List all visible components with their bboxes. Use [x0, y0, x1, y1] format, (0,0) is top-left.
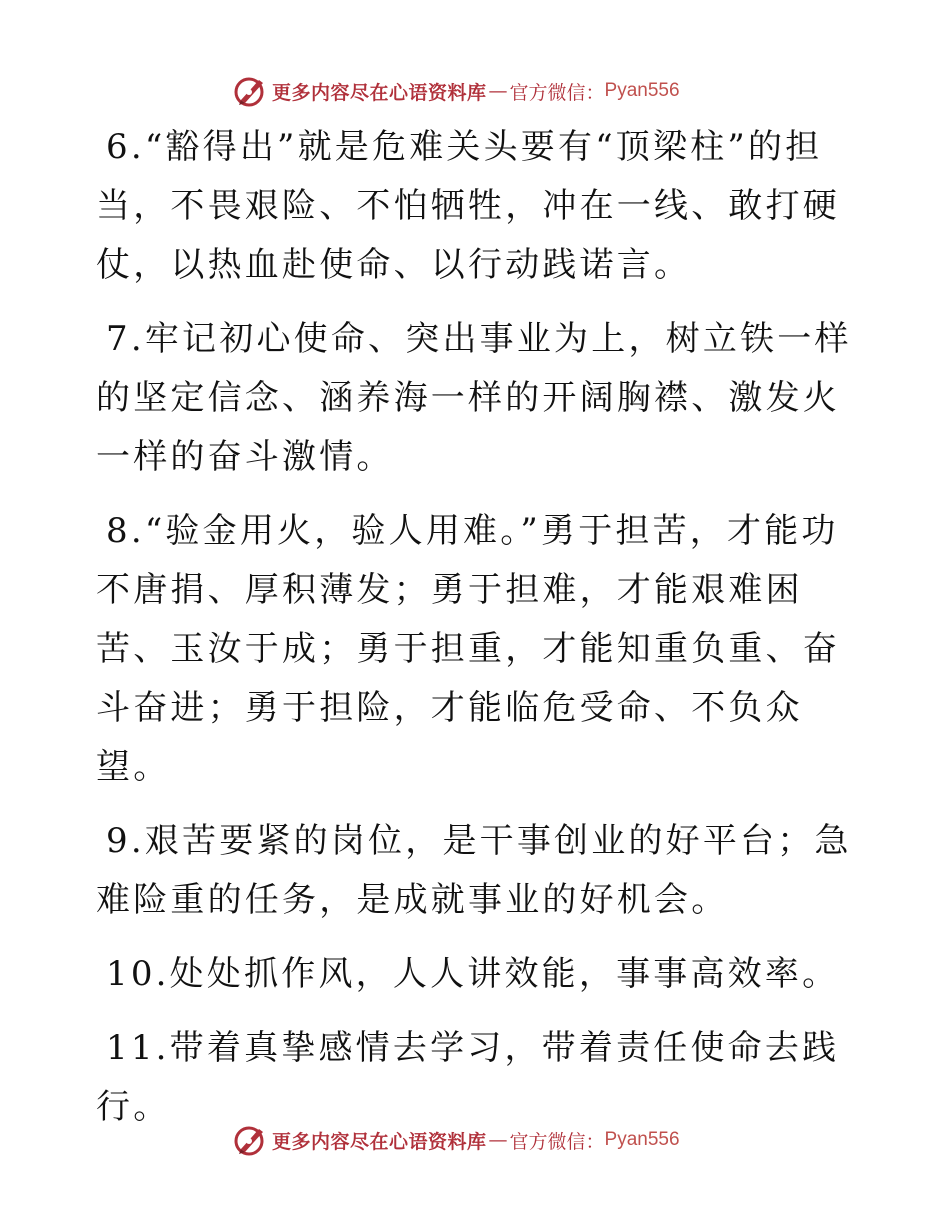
footer-banner: [232, 1120, 712, 1160]
header-wechat-id: Pyan556: [604, 80, 680, 101]
document-body: [96, 118, 856, 1152]
paragraph-7: 7.牢记初心使命、突出事业为上，树立铁一样的坚定信念、涵养海一样的开阔胸襟、激发火一样的奋斗激情。: [96, 319, 852, 477]
footer-wechat-id: Pyan556: [604, 1129, 680, 1150]
pen-circle-logo-icon: [232, 1122, 268, 1158]
pen-circle-logo-icon: [232, 73, 268, 109]
paragraph-6: 6.“豁得出”就是危难关头要有“顶梁柱”的担当，不畏艰险、不怕牺牲，冲在一线、敢打硬仗，以热血赴使命、以行动践诺言。: [96, 127, 840, 285]
paragraph-9: 9.艰苦要紧的岗位，是干事创业的好平台；急难险重的任务，是成就事业的好机会。: [96, 821, 852, 920]
paragraph-8: 8.“验金用火，验人用难。”勇于担苦，才能功不唐捐、厚积薄发；勇于担难，才能艰难困苦、玉汝于成；勇于担重，才能知重负重、奋斗奋进；勇于担险，才能临危受命、不负众望。: [96, 511, 840, 787]
header-banner-dash: —: [488, 80, 508, 102]
footer-banner-text: 更多内容尽在心语资料库: [272, 1130, 487, 1153]
header-banner: [232, 71, 712, 111]
paragraph-10: 10.处处抓作风，人人讲效能，事事高效率。: [106, 954, 840, 994]
footer-banner-dash: —: [488, 1129, 508, 1151]
header-banner-text: 更多内容尽在心语资料库: [272, 81, 487, 104]
header-wechat-label: 官方微信：: [509, 81, 605, 104]
paragraph-11: 11.带着真挚感情去学习，带着责任使命去践行。: [96, 1028, 840, 1127]
footer-wechat-label: 官方微信：: [509, 1130, 605, 1153]
